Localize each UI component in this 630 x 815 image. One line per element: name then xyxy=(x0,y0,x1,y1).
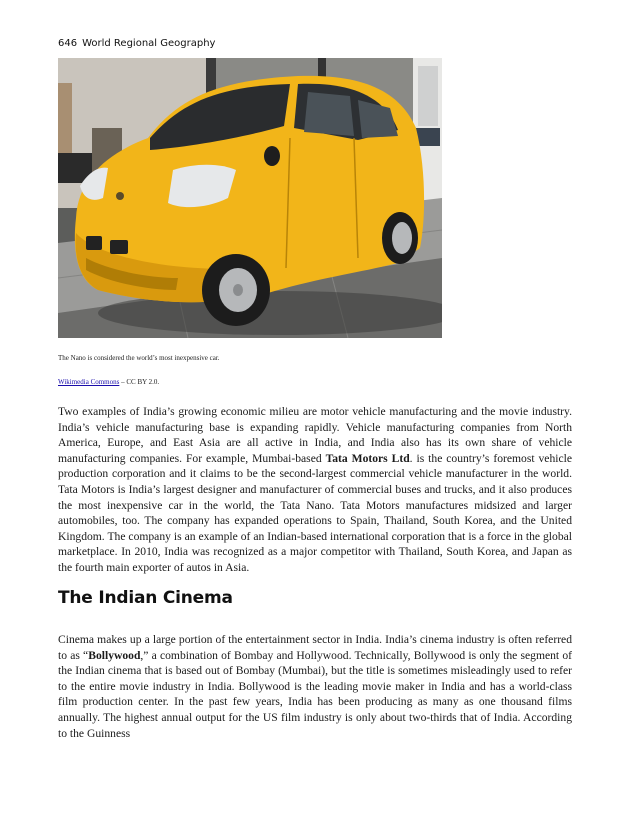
paragraph-indian-cinema xyxy=(58,632,572,741)
bold-term: Bollywood xyxy=(88,648,141,662)
paragraph-vehicle-manufacturing xyxy=(58,404,572,576)
bold-term: Tata Motors Ltd xyxy=(325,451,410,465)
text-run: Two examples of India’s growing economic milieu are motor vehicle manufacturing and the movie industry. India’s vehicle manufacturing base is expanding rapidly. Vehicle manufacturing companies from North America, Europe, and East Asia are all active in India, and India also has its own share of vehicle manufacturing companies. For example, Mumbai-based xyxy=(58,405,572,465)
figure-caption: The Nano is considered the world’s most inexpensive car. xyxy=(58,354,220,362)
license-text: – CC BY 2.0. xyxy=(119,378,160,386)
running-header xyxy=(58,38,215,49)
figure-credit xyxy=(58,378,159,386)
tata-nano-photo xyxy=(58,58,442,338)
section-heading: The Indian Cinema xyxy=(58,588,233,608)
page-number: 646 xyxy=(58,38,78,49)
text-run: . is the country’s foremost vehicle production corporation and it claims to be the second-largest commercial vehicle manufacturer in the world. Tata Motors is India’s largest designer and manufacturer of commercial buses and trucks, and it also produces the most inexpensive car in the world, the Tata Nano. Tata Motors manufactures midsized and larger automobiles, too. The company has expanded operations to Spain, Thailand, South Korea, and the United Kingdom. The company is an example of an Indian-based international corporation that is a force in the global marketplace. In 2010, India was recognized as a major competitor with Thailand, South Korea, and Japan as the fourth main exporter of autos in Asia. xyxy=(58,451,572,574)
book-title: World Regional Geography xyxy=(82,38,216,49)
text-run: Cinema makes up a large portion of the entertainment sector in India. India’s cinema industry is often referred to as “ xyxy=(58,633,572,662)
wikimedia-commons-link[interactable]: Wikimedia Commons xyxy=(58,378,120,386)
car-illustration xyxy=(58,58,442,338)
text-run: ,” a combination of Bombay and Hollywood. Technically, Bollywood is only the segment of the Indian cinema that is based out of Bombay (Mumbai), but the title is sometimes misleadingly used to refer to the entire movie industry in India. Bollywood is the leading movie maker in India and has a world-class film production center. In the past few years, India has been producing as many as one thousand films annually. The highest annual output for the US film industry is only about two-thirds that of India. According to the Guinness xyxy=(58,648,573,740)
